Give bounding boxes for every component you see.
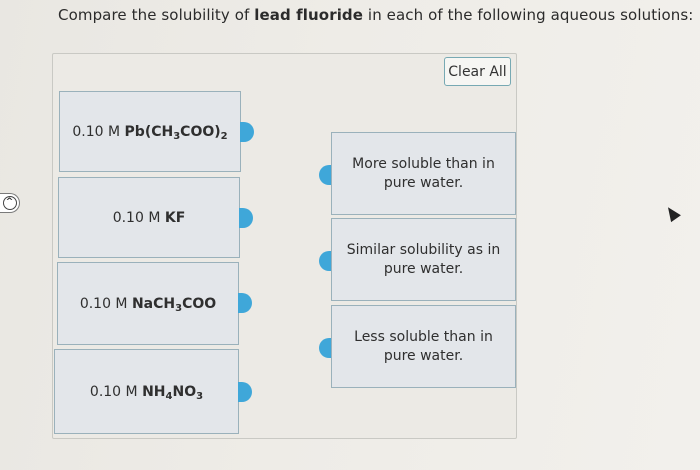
- question-text: Compare the solubility of lead fluoride in each of the following aqueous solutions:: [58, 6, 694, 24]
- source-card-nh4no3[interactable]: 0.10 M $NH_4NO_3$: [54, 349, 239, 434]
- expand-tab[interactable]: [0, 193, 20, 213]
- formula-nh4no3: $NH_4NO_3$: [142, 383, 204, 402]
- target-card-more-soluble[interactable]: More soluble than in pure water.: [331, 132, 516, 215]
- target-card-similar-solubility[interactable]: Similar solubility as in pure water.: [331, 218, 516, 301]
- target-card-less-soluble[interactable]: Less soluble than in pure water.: [331, 305, 516, 388]
- source-card-na-acetate[interactable]: 0.10 M NaCH$_3$COO: [57, 262, 239, 345]
- source-card-kf[interactable]: 0.10 M KF: [58, 177, 240, 258]
- chevron-icon: ^: [3, 196, 17, 210]
- mouse-cursor-icon: [663, 204, 681, 222]
- formula-pb-acetate: $Pb(CH_3COO)_2$: [124, 123, 228, 142]
- formula-na-acetate: NaCH$_3$COO: [131, 295, 217, 314]
- clear-all-button[interactable]: Clear All: [444, 57, 511, 86]
- source-card-pb-acetate[interactable]: 0.10 M $Pb(CH_3COO)_2$: [59, 91, 241, 172]
